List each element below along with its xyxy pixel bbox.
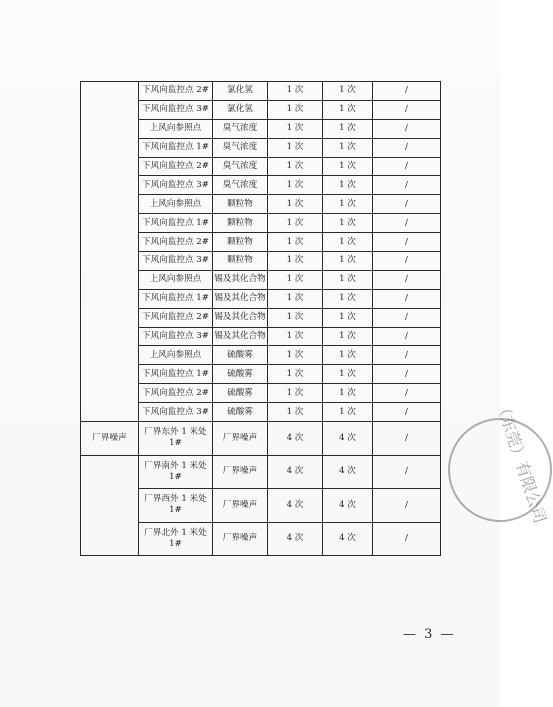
air-monitoring-rows	[81, 82, 441, 556]
freq-b-cell: 1 次	[323, 403, 373, 422]
freq-a-cell: 4 次	[268, 422, 323, 456]
item-cell: 厂界噪声	[213, 455, 268, 489]
note-cell: /	[373, 252, 441, 271]
item-cell: 硫酸雾	[213, 365, 268, 384]
item-cell: 颗粒物	[213, 233, 268, 252]
table-row	[81, 82, 441, 101]
note-cell: /	[373, 384, 441, 403]
table-row	[81, 422, 441, 456]
freq-b-cell: 1 次	[323, 157, 373, 176]
freq-b-cell: 4 次	[323, 455, 373, 489]
freq-b-cell: 1 次	[323, 252, 373, 271]
item-cell: 厂界噪声	[213, 422, 268, 456]
point-cell: 厂界西外 1 米处 1#	[139, 489, 213, 523]
freq-b-cell: 1 次	[323, 365, 373, 384]
note-cell: /	[373, 270, 441, 289]
freq-a-cell: 4 次	[268, 455, 323, 489]
freq-b-cell: 1 次	[323, 270, 373, 289]
category-cell-air	[81, 82, 139, 422]
note-cell: /	[373, 489, 441, 523]
point-cell: 下风向监控点 2#	[139, 384, 213, 403]
note-cell: /	[373, 346, 441, 365]
point-cell: 下风向监控点 3#	[139, 327, 213, 346]
point-cell: 下风向监控点 2#	[139, 82, 213, 101]
note-cell: /	[373, 422, 441, 456]
freq-a-cell: 1 次	[268, 346, 323, 365]
freq-b-cell: 1 次	[323, 100, 373, 119]
monitoring-table	[80, 81, 441, 556]
item-cell: 臭气浓度	[213, 119, 268, 138]
freq-a-cell: 1 次	[268, 403, 323, 422]
note-cell: /	[373, 289, 441, 308]
freq-a-cell: 1 次	[268, 100, 323, 119]
freq-a-cell: 1 次	[268, 195, 323, 214]
item-cell: 硫酸雾	[213, 384, 268, 403]
item-cell: 臭气浓度	[213, 176, 268, 195]
freq-a-cell: 1 次	[268, 119, 323, 138]
note-cell: /	[373, 138, 441, 157]
freq-a-cell: 1 次	[268, 252, 323, 271]
point-cell: 下风向监控点 3#	[139, 252, 213, 271]
point-cell: 厂界北外 1 米处 1#	[139, 522, 213, 556]
note-cell: /	[373, 327, 441, 346]
item-cell: 氯化氢	[213, 100, 268, 119]
item-cell: 颗粒物	[213, 195, 268, 214]
point-cell: 上风向参照点	[139, 119, 213, 138]
table-row	[81, 455, 441, 489]
item-cell: 锡及其化合物	[213, 327, 268, 346]
freq-b-cell: 1 次	[323, 327, 373, 346]
freq-a-cell: 1 次	[268, 308, 323, 327]
freq-b-cell: 1 次	[323, 233, 373, 252]
point-cell: 厂界东外 1 米处 1#	[139, 422, 213, 456]
note-cell: /	[373, 195, 441, 214]
freq-b-cell: 1 次	[323, 195, 373, 214]
freq-a-cell: 1 次	[268, 365, 323, 384]
freq-a-cell: 4 次	[268, 489, 323, 523]
freq-b-cell: 4 次	[323, 522, 373, 556]
freq-a-cell: 1 次	[268, 176, 323, 195]
freq-a-cell: 1 次	[268, 157, 323, 176]
category-cell-noise: 厂界噪声	[81, 422, 139, 456]
note-cell: /	[373, 157, 441, 176]
item-cell: 硫酸雾	[213, 346, 268, 365]
point-cell: 上风向参照点	[139, 270, 213, 289]
note-cell: /	[373, 176, 441, 195]
note-cell: /	[373, 214, 441, 233]
category-cell-noise-continued	[81, 455, 139, 556]
point-cell: 上风向参照点	[139, 195, 213, 214]
freq-b-cell: 1 次	[323, 119, 373, 138]
item-cell: 颗粒物	[213, 252, 268, 271]
item-cell: 颗粒物	[213, 214, 268, 233]
note-cell: /	[373, 100, 441, 119]
item-cell: 厂界噪声	[213, 522, 268, 556]
freq-a-cell: 1 次	[268, 270, 323, 289]
note-cell: /	[373, 455, 441, 489]
seal-text: （东莞）有限公司	[492, 397, 550, 526]
point-cell: 下风向监控点 3#	[139, 176, 213, 195]
note-cell: /	[373, 119, 441, 138]
freq-b-cell: 1 次	[323, 82, 373, 101]
freq-a-cell: 1 次	[268, 327, 323, 346]
item-cell: 锡及其化合物	[213, 270, 268, 289]
point-cell: 下风向监控点 1#	[139, 365, 213, 384]
freq-b-cell: 1 次	[323, 289, 373, 308]
point-cell: 下风向监控点 3#	[139, 403, 213, 422]
company-seal	[448, 397, 552, 526]
freq-a-cell: 1 次	[268, 233, 323, 252]
item-cell: 氯化氢	[213, 82, 268, 101]
note-cell: /	[373, 82, 441, 101]
freq-b-cell: 1 次	[323, 346, 373, 365]
item-cell: 厂界噪声	[213, 489, 268, 523]
point-cell: 下风向监控点 2#	[139, 157, 213, 176]
freq-a-cell: 1 次	[268, 82, 323, 101]
note-cell: /	[373, 522, 441, 556]
point-cell: 上风向参照点	[139, 346, 213, 365]
freq-b-cell: 4 次	[323, 422, 373, 456]
freq-b-cell: 1 次	[323, 138, 373, 157]
item-cell: 锡及其化合物	[213, 308, 268, 327]
freq-a-cell: 1 次	[268, 384, 323, 403]
freq-b-cell: 4 次	[323, 489, 373, 523]
note-cell: /	[373, 233, 441, 252]
point-cell: 下风向监控点 1#	[139, 214, 213, 233]
freq-a-cell: 4 次	[268, 522, 323, 556]
freq-b-cell: 1 次	[323, 308, 373, 327]
freq-b-cell: 1 次	[323, 384, 373, 403]
freq-a-cell: 1 次	[268, 289, 323, 308]
point-cell: 下风向监控点 1#	[139, 289, 213, 308]
item-cell: 臭气浓度	[213, 138, 268, 157]
page-number: — 3 —	[403, 627, 456, 642]
point-cell: 厂界南外 1 米处 1#	[139, 455, 213, 489]
point-cell: 下风向监控点 2#	[139, 308, 213, 327]
note-cell: /	[373, 403, 441, 422]
note-cell: /	[373, 308, 441, 327]
item-cell: 臭气浓度	[213, 157, 268, 176]
freq-a-cell: 1 次	[268, 214, 323, 233]
freq-b-cell: 1 次	[323, 214, 373, 233]
point-cell: 下风向监控点 2#	[139, 233, 213, 252]
freq-a-cell: 1 次	[268, 138, 323, 157]
point-cell: 下风向监控点 3#	[139, 100, 213, 119]
item-cell: 锡及其化合物	[213, 289, 268, 308]
freq-b-cell: 1 次	[323, 176, 373, 195]
item-cell: 硫酸雾	[213, 403, 268, 422]
point-cell: 下风向监控点 1#	[139, 138, 213, 157]
note-cell: /	[373, 365, 441, 384]
